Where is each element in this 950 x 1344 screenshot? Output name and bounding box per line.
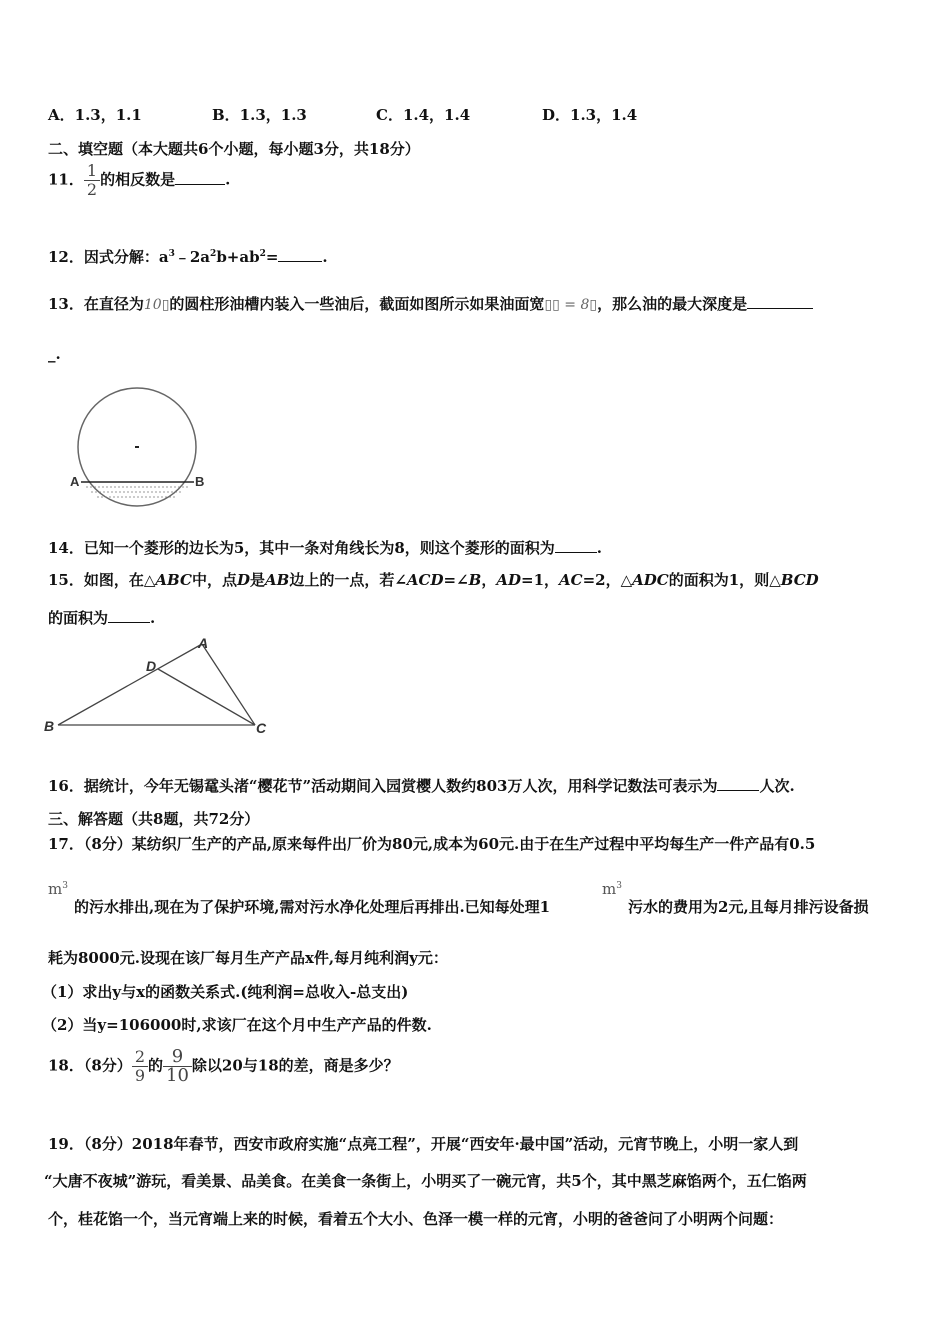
answer-blank (278, 261, 322, 262)
question-13: 13．在直径为10▯的圆柱形油槽内装入一些油后，截面如图所示如果油面宽▯▯ = 8▯，那么油的最大深度是 (48, 293, 813, 314)
label-d: D (146, 658, 157, 674)
label-b: B (195, 474, 205, 489)
label-a: A (198, 635, 209, 651)
question-number: 11． (48, 170, 84, 189)
question-18: 18．（8分） $\frac{2}{9}$ 的 $\frac{9}{10}$ 除以20与18的差，商是多少？ (48, 1046, 399, 1086)
fraction-2-9: $\frac{2}{9}$ (132, 1048, 148, 1085)
option-c: C．1.4，1.4 (376, 106, 471, 124)
segment-dc (158, 669, 255, 725)
label-c: C (256, 720, 267, 736)
triangle-figure (40, 632, 280, 742)
question-17-sub-2: （2）当y=106000时,求该厂在这个月中生产产品的件数. (42, 1016, 432, 1034)
question-15-continuation: 的面积为 . (48, 609, 156, 627)
fraction-half: $\frac{1}{2}$ (84, 162, 100, 199)
answer-blank (717, 790, 759, 791)
oil-hatching (86, 487, 188, 497)
label-a: A (70, 474, 80, 489)
side-ac (202, 644, 255, 725)
question-12: 12．因式分解：$a^3﹣2a^2b+ab^2=$ . (48, 248, 328, 266)
question-19-line-3: 个，桂花馅一个，当元宵端上来的时候，看着五个大小、色泽一模一样的元宵，小明的爸爸问了小明两个问题： (48, 1210, 784, 1228)
oil-tank-figure (64, 385, 214, 515)
answer-blank (108, 622, 150, 623)
question-14: 14．已知一个菱形的边长为5，其中一条对角线长为8，则这个菱形的面积为 . (48, 539, 602, 557)
math-image-diameter: 10▯ (143, 297, 170, 313)
question-15: 15．如图，在△ABC中，点D是AB边上的一点，若∠ACD=∠B，AD=1，AC=2，△ADC的面积为1，则△BCD (48, 571, 819, 589)
question-16: 16．据统计，今年无锡鼋头渚“樱花节”活动期间入园赏樱人数约803万人次，用科学记数法可表示为 人次. (48, 777, 795, 795)
unit-cubic-meter-2: $m^3$ (602, 880, 622, 898)
section-2-heading: 二、填空题（本大题共6个小题，每小题3分，共18分） (48, 140, 420, 158)
question-text: 的相反数是 (100, 170, 176, 189)
question-17-line-2b: 污水的费用为2元,且每月排污设备损 (628, 898, 869, 916)
question-19-line-2: “大唐不夜城”游玩，看美景、品美食。在美食一条街上，小明买了一碗元宵，共5个，其中黑芝麻馅两个，五仁馅两 (44, 1172, 807, 1190)
unit-cubic-meter-1: $m^3$ (48, 880, 68, 898)
option-a: A．1.3，1.1 (48, 106, 142, 124)
answer-blank (555, 552, 597, 553)
option-b: B．1.3，1.3 (212, 106, 307, 124)
question-13-continuation: _. (48, 345, 61, 363)
answer-blank (175, 184, 225, 185)
math-image-width: ▯▯ = 8▯ (544, 297, 598, 313)
side-ba (58, 644, 202, 725)
fraction-9-10: $\frac{9}{10}$ (163, 1048, 192, 1085)
answer-blank (747, 308, 813, 309)
question-17-line-3: 耗为8000元.设现在该厂每月生产产品x件,每月纯利润y元： (48, 949, 448, 967)
question-17-line-1: 17．（8分）某纺织厂生产的产品,原来每件出厂价为80元,成本为60元.由于在生产过程中平均每生产一件产品有0.5 (48, 835, 816, 853)
question-11: 11． $\frac{1}{2}$ 的相反数是 . (48, 161, 231, 199)
question-17-sub-1: （1）求出y与x的函数关系式.(纯利润=总收入-总支出) (42, 983, 409, 1001)
label-b: B (44, 718, 55, 734)
question-17-line-2a: 的污水排出,现在为了保护环境,需对污水净化处理后再排出.已知每处理1 (74, 898, 551, 916)
question-19-line-1: 19．（8分）2018年春节，西安市政府实施“点亮工程”，开展“西安年·最中国”活动，元宵节晚上，小明一家人到 (48, 1135, 799, 1153)
option-d: D．1.3，1.4 (542, 106, 638, 124)
section-3-heading: 三、解答题（共8题，共72分） (48, 810, 260, 828)
